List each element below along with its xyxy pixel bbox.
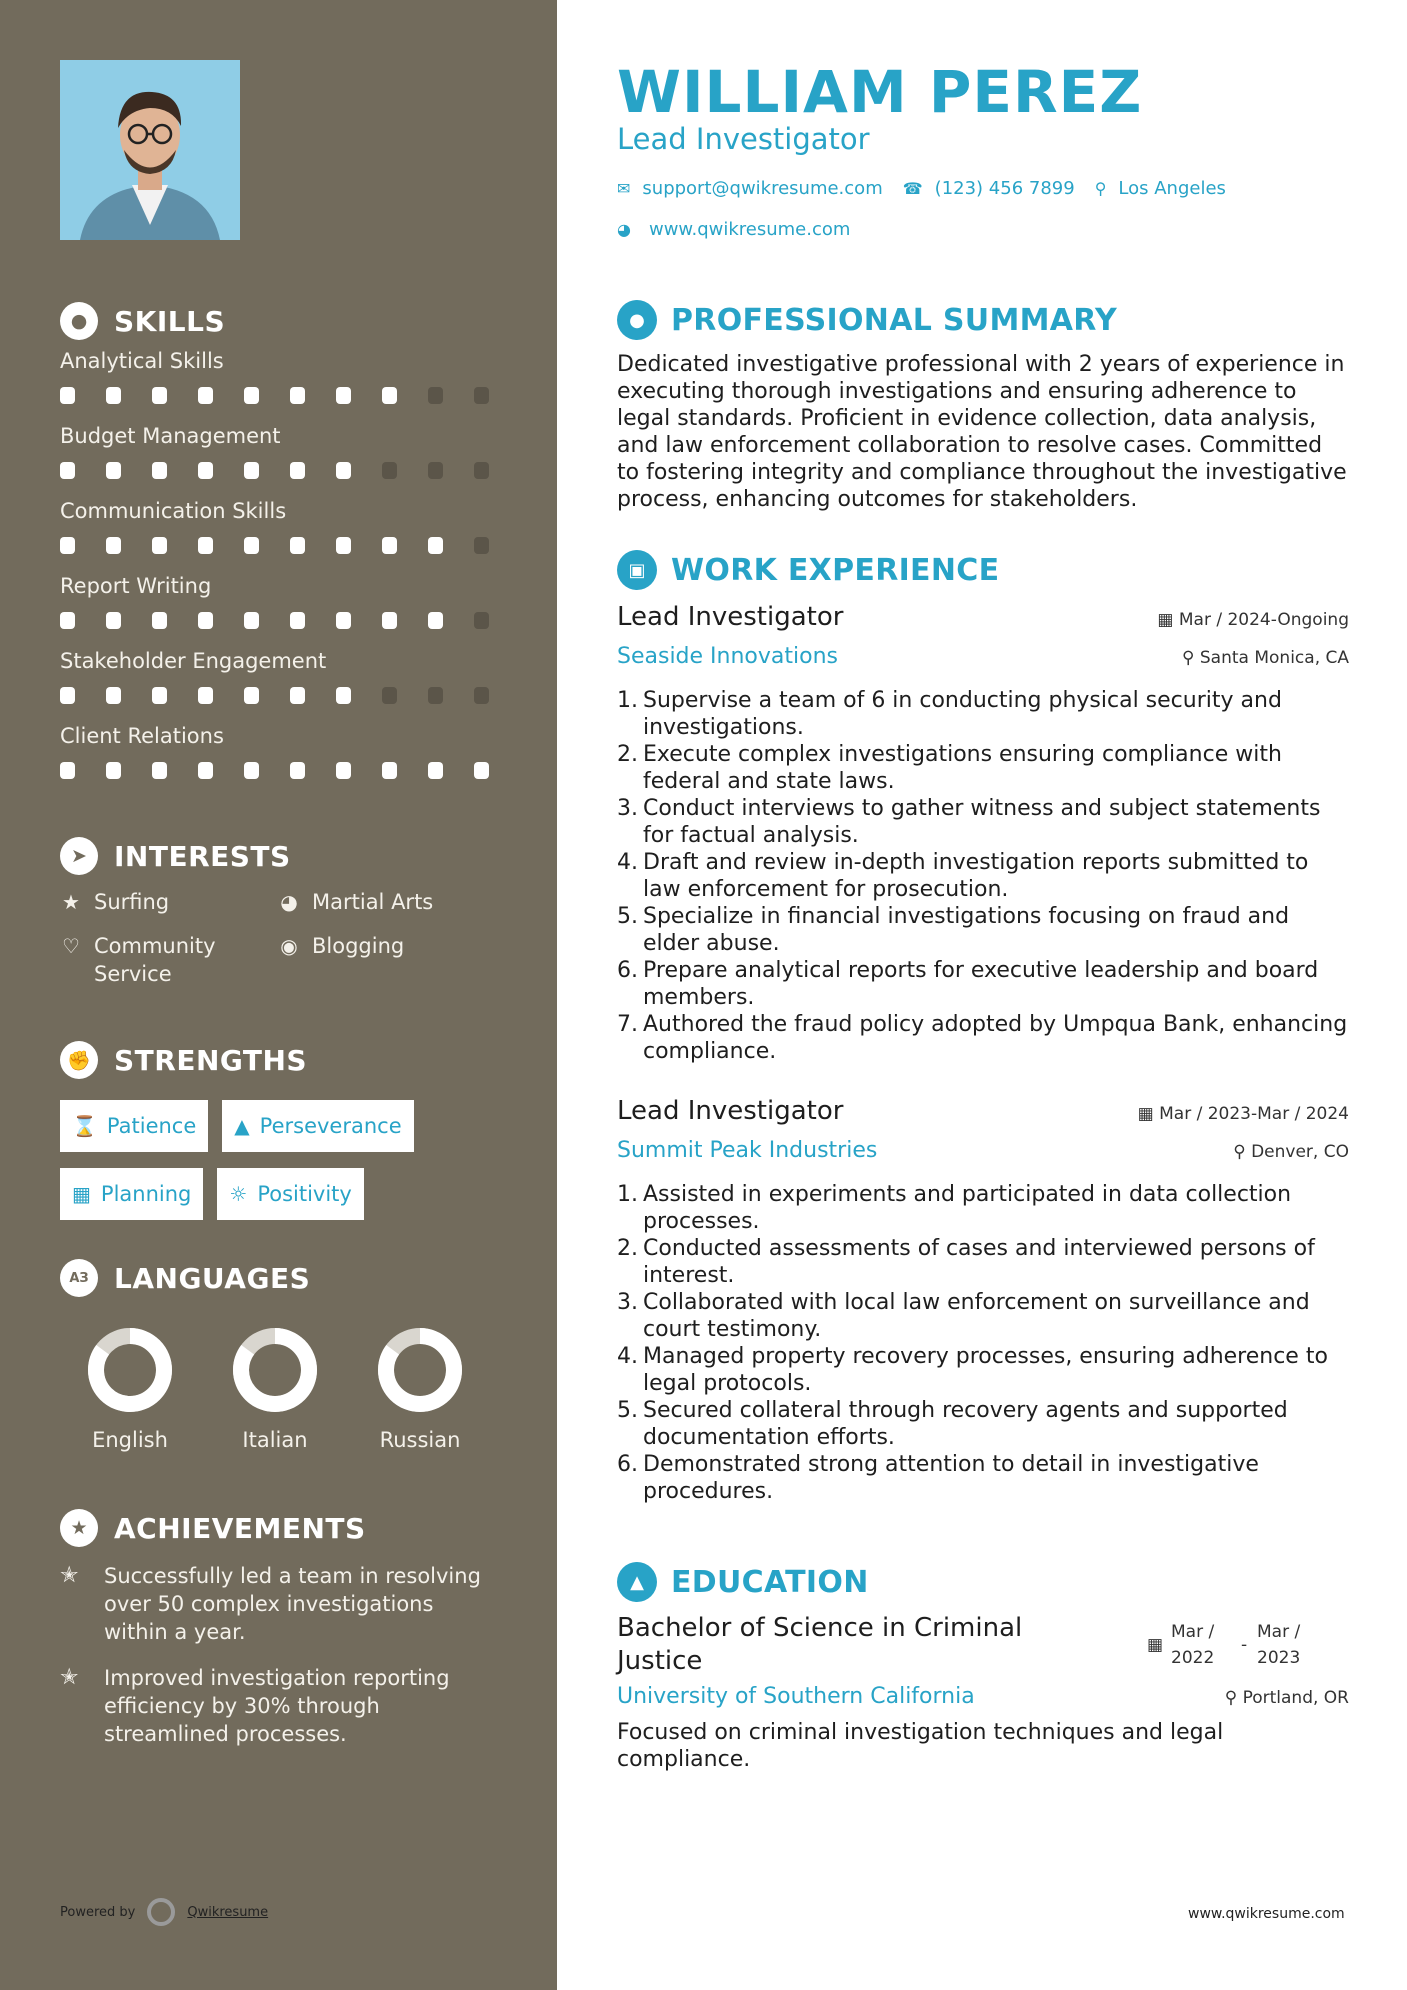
achievement-item (60, 1664, 520, 1748)
skill-dot (336, 612, 351, 629)
education-description: Focused on criminal investigation techniques and legal compliance. (617, 1720, 1224, 1772)
skill-dot (336, 687, 351, 704)
job-entry (617, 1096, 1349, 1505)
interest-label: Martial Arts (312, 890, 434, 914)
skill-level-dots (60, 687, 520, 704)
skill-dot (60, 387, 75, 404)
languages-section (60, 1258, 520, 1452)
interests-heading: ➤ INTERESTS (60, 836, 520, 876)
skill-level-dots (60, 387, 520, 404)
skill-label: Analytical Skills (60, 349, 224, 373)
interests-list (60, 888, 520, 988)
pin-icon: ⚲ (1182, 648, 1200, 668)
calendar-icon: ▦ (1137, 1104, 1160, 1124)
degree-title: Bachelor of Science in Criminal Justice (617, 1613, 1023, 1676)
phone-icon: ☎ (902, 179, 923, 198)
strengths-section (60, 1040, 520, 1220)
skill-dot (428, 612, 443, 629)
job-date: ▦ Mar / 2024-Ongoing (1157, 610, 1349, 630)
list-item: 3. Conduct interviews to gather witness and subject statements for factual analysis. (617, 796, 1321, 848)
skill-dot (290, 387, 305, 404)
skill-item (60, 416, 520, 491)
summary-heading: ● PROFESSIONAL SUMMARY (617, 300, 1117, 340)
strength-label: Positivity (257, 1182, 352, 1206)
skill-label: Communication Skills (60, 499, 287, 523)
skill-dot (198, 387, 213, 404)
profile-photo (60, 60, 240, 240)
shooting-star-icon: ✭ (60, 1665, 79, 1690)
qwikresume-logo-icon (147, 1898, 175, 1926)
achievement-item (60, 1562, 520, 1646)
skill-dot (290, 537, 305, 554)
strength-label: Planning (100, 1182, 192, 1206)
skill-dot (60, 762, 75, 779)
user-icon: ● (617, 300, 657, 340)
skill-label: Stakeholder Engagement (60, 649, 327, 673)
sun-icon: ☼ (229, 1182, 248, 1206)
job-responsibilities (617, 687, 1349, 1065)
list-item: 4. Draft and review in-depth investigation reports submitted to law enforcement for prosecution. (617, 850, 1309, 902)
strength-tag (217, 1168, 363, 1220)
list-item: 3. Collaborated with local law enforcement on surveillance and court testimony. (617, 1290, 1310, 1342)
skill-dot (198, 612, 213, 629)
school-location: ⚲ Portland, OR (1224, 1688, 1349, 1708)
skill-dot (474, 762, 489, 779)
school-name: University of Southern California (617, 1684, 975, 1709)
star-icon: ★ (62, 890, 80, 914)
skills-list (60, 341, 520, 791)
powered-label: Powered by (60, 1904, 136, 1920)
list-item: 1. Supervise a team of 6 in conducting physical security and investigations. (617, 688, 1282, 740)
skill-dot (474, 612, 489, 629)
language-item (220, 1326, 330, 1452)
shooting-star-icon: ✭ (60, 1563, 79, 1588)
skill-dot (290, 762, 305, 779)
envelope-icon: ✉ (617, 179, 631, 198)
phone-contact: ☎ (123) 456 7899 (902, 178, 1075, 199)
avatar (60, 60, 240, 240)
skill-dot (60, 612, 75, 629)
language-label: Italian (242, 1428, 308, 1452)
heart-icon: ♡ (62, 934, 80, 958)
hourglass-icon: ⌛ (72, 1114, 97, 1138)
interest-item (278, 932, 496, 988)
skill-dot (290, 612, 305, 629)
skill-dot (474, 387, 489, 404)
list-item: 6. Demonstrated strong attention to detail in investigative procedures. (617, 1452, 1259, 1504)
skill-dot (244, 762, 259, 779)
skill-dot (336, 462, 351, 479)
list-item: 1. Assisted in experiments and participated in data collection processes. (617, 1182, 1292, 1234)
interest-item (60, 932, 278, 988)
skill-dot (106, 462, 121, 479)
skill-dot (290, 462, 305, 479)
job-date: ▦ Mar / 2023-Mar / 2024 (1137, 1104, 1349, 1124)
education-dates: ▦ Mar / 2022 - Mar / 2023 (1147, 1612, 1349, 1678)
skill-dot (428, 762, 443, 779)
skill-dot (106, 537, 121, 554)
fist-icon: ✊ (60, 1041, 98, 1079)
job-title: Lead Investigator (617, 1096, 844, 1126)
skill-dot (152, 537, 167, 554)
skill-dot (290, 687, 305, 704)
interest-label: Surfing (94, 890, 170, 914)
candidate-role: Lead Investigator (617, 122, 870, 156)
strength-tag (222, 1100, 413, 1152)
language-label: Russian (379, 1428, 461, 1452)
achievements-section (60, 1508, 520, 1748)
skill-dot (60, 537, 75, 554)
skill-dot (152, 762, 167, 779)
skill-dot (474, 537, 489, 554)
location-contact: ⚲ Los Angeles (1094, 178, 1226, 199)
skill-label: Client Relations (60, 724, 224, 748)
skill-dot (106, 612, 121, 629)
strength-tag (60, 1100, 208, 1152)
interest-item (60, 888, 278, 916)
briefcase-icon: ▣ (617, 550, 657, 590)
list-item: 5. Secured collateral through recovery agents and supported documentation efforts. (617, 1398, 1288, 1450)
globe-icon: ◕ (280, 890, 298, 914)
strength-label: Perseverance (259, 1114, 402, 1138)
skill-level-dots (60, 612, 520, 629)
skill-dot (474, 687, 489, 704)
paper-plane-icon: ➤ (60, 837, 98, 875)
interest-label: Blogging (312, 934, 405, 958)
website-contact[interactable]: ◕ www.qwikresume.com (617, 219, 851, 240)
skill-dot (106, 762, 121, 779)
trophy-icon: ★ (60, 1509, 98, 1547)
powered-brand-link[interactable]: Qwikresume (187, 1904, 269, 1920)
education-end: Mar / 2023 (1257, 1622, 1301, 1668)
language-item (365, 1326, 475, 1452)
skill-label: Budget Management (60, 424, 281, 448)
skill-dot (428, 387, 443, 404)
skill-dot (198, 537, 213, 554)
calendar-icon: ▦ (1157, 610, 1179, 630)
lightbulb-icon: ● (60, 302, 98, 340)
achievement-text: Improved investigation reporting efficiency by 30% through streamlined processes. (104, 1666, 450, 1746)
skill-dot (382, 612, 397, 629)
skill-dot (152, 687, 167, 704)
interest-item (278, 888, 496, 916)
skills-heading: ● SKILLS (60, 301, 520, 341)
contact-row (617, 178, 1226, 199)
users-icon: ◉ (280, 934, 298, 958)
job-responsibilities (617, 1181, 1349, 1505)
footer-website: www.qwikresume.com (1188, 1906, 1345, 1922)
skill-dot (244, 687, 259, 704)
skill-dot (244, 462, 259, 479)
skill-item (60, 566, 520, 641)
skill-dot (382, 462, 397, 479)
experience-heading: ▣ WORK EXPERIENCE (617, 550, 999, 590)
skill-dot (474, 462, 489, 479)
skill-dot (152, 612, 167, 629)
skill-dot (244, 537, 259, 554)
interest-label: Community Service (94, 934, 216, 986)
skill-label: Report Writing (60, 574, 212, 598)
language-level-ring (376, 1326, 464, 1414)
skill-dot (152, 387, 167, 404)
skill-item (60, 491, 520, 566)
list-item: 2. Conducted assessments of cases and interviewed persons of interest. (617, 1236, 1315, 1288)
skill-dot (244, 387, 259, 404)
languages-list (60, 1326, 520, 1452)
skill-dot (382, 687, 397, 704)
globe-icon: ◕ (617, 220, 631, 239)
list-item: 6. Prepare analytical reports for executive leadership and board members. (617, 958, 1319, 1010)
job-location: ⚲ Denver, CO (1233, 1142, 1349, 1162)
candidate-name: WILLIAM PEREZ (617, 58, 1143, 126)
skill-dot (198, 762, 213, 779)
skill-item (60, 716, 520, 791)
company-name: Seaside Innovations (617, 644, 838, 669)
skill-dot (198, 687, 213, 704)
language-level-ring (231, 1326, 319, 1414)
skill-dot (382, 762, 397, 779)
strengths-list (60, 1100, 480, 1220)
skills-section (60, 301, 520, 791)
strength-label: Patience (106, 1114, 197, 1138)
achievement-text: Successfully led a team in resolving over 50 complex investigations within a year. (104, 1564, 481, 1644)
skill-dot (428, 462, 443, 479)
summary-text: Dedicated investigative professional with 2 years of experience in executing thorough investigations and ensuring adherence to legal standards. Proficient in evidence collection, data analysis, and law enforcement collaboration to resolve cases. Committed to fostering integrity and compliance throughout the investigative process, enhancing outcomes for stakeholders. (617, 352, 1347, 512)
strengths-heading: ✊ STRENGTHS (60, 1040, 520, 1080)
strength-tag (60, 1168, 203, 1220)
job-location: ⚲ Santa Monica, CA (1182, 648, 1349, 668)
job-title: Lead Investigator (617, 602, 844, 632)
skill-dot (428, 537, 443, 554)
job-entry (617, 602, 1349, 1065)
company-name: Summit Peak Industries (617, 1138, 878, 1163)
language-item (75, 1326, 185, 1452)
graduation-cap-icon: ▲ (617, 1562, 657, 1602)
interests-section (60, 836, 520, 988)
skill-level-dots (60, 762, 520, 779)
skill-dot (152, 462, 167, 479)
pin-icon: ⚲ (1224, 1688, 1243, 1708)
skill-dot (60, 462, 75, 479)
skill-dot (336, 387, 351, 404)
skill-item (60, 641, 520, 716)
sidebar (0, 0, 557, 1990)
achievements-heading: ★ ACHIEVEMENTS (60, 1508, 520, 1548)
education-start: Mar / 2022 (1171, 1622, 1215, 1668)
skill-dot (336, 537, 351, 554)
list-item: 7. Authored the fraud policy adopted by Umpqua Bank, enhancing compliance. (617, 1012, 1348, 1064)
email-contact[interactable]: ✉ support@qwikresume.com (617, 178, 883, 199)
map-marker-icon: ⚲ (1094, 179, 1107, 198)
education-entry (617, 1612, 1349, 1773)
education-heading: ▲ EDUCATION (617, 1562, 869, 1602)
skill-dot (382, 537, 397, 554)
calendar-icon: ▦ (72, 1182, 91, 1206)
pin-icon: ⚲ (1233, 1142, 1252, 1162)
skill-dot (60, 687, 75, 704)
skill-dot (106, 387, 121, 404)
skill-dot (382, 387, 397, 404)
list-item: 4. Managed property recovery processes, ensuring adherence to legal protocols. (617, 1344, 1328, 1396)
language-label: English (92, 1428, 168, 1452)
hikers-icon: ▲ (234, 1114, 250, 1138)
calendar-icon: ▦ (1146, 1635, 1163, 1655)
skill-dot (244, 612, 259, 629)
skill-level-dots (60, 537, 520, 554)
powered-by (60, 1898, 268, 1926)
languages-heading: AЗ LANGUAGES (60, 1258, 520, 1298)
skill-level-dots (60, 462, 520, 479)
list-item: 2. Execute complex investigations ensuring compliance with federal and state laws. (617, 742, 1282, 794)
skill-item (60, 341, 520, 416)
skill-dot (336, 762, 351, 779)
translate-icon: AЗ (60, 1259, 98, 1297)
skill-dot (198, 462, 213, 479)
skill-dot (106, 687, 121, 704)
language-level-ring (86, 1326, 174, 1414)
skill-dot (428, 687, 443, 704)
list-item: 5. Specialize in financial investigations focusing on fraud and elder abuse. (617, 904, 1290, 956)
